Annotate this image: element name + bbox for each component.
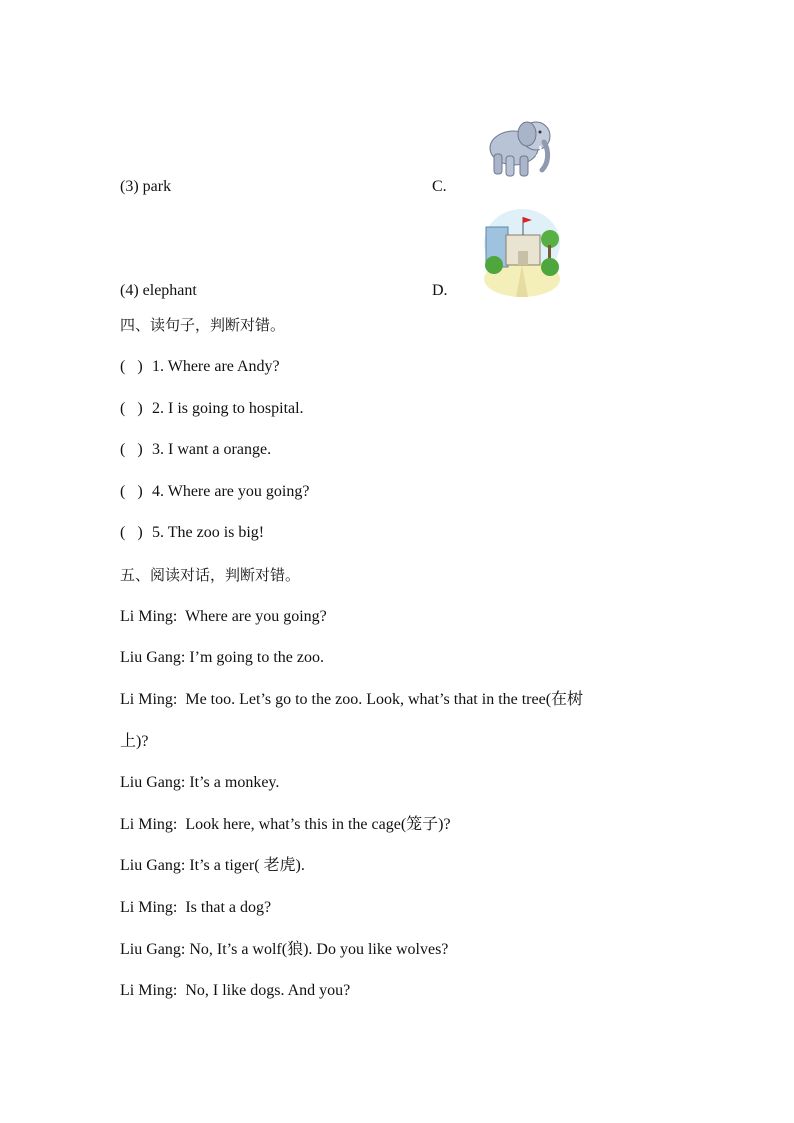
speaker-name: Li Ming: bbox=[120, 899, 178, 916]
judge-item-text: 3. I want a orange. bbox=[152, 441, 272, 458]
section5-heading: 五、阅读对话，判断对错。 bbox=[120, 566, 301, 584]
dialog-text: Look here, what’s this in the cage(笼子)? bbox=[185, 816, 451, 833]
dialog-text: I’m going to the zoo. bbox=[189, 649, 324, 666]
dialog-text: No, I like dogs. And you? bbox=[185, 982, 351, 999]
judge-item-text: 1. Where are Andy? bbox=[152, 358, 280, 375]
dialog-text: Me too. Let’s go to the zoo. Look, what’s that in the tree(在树 bbox=[185, 691, 584, 708]
dialog-line bbox=[120, 939, 448, 961]
speaker-name: Liu Gang: bbox=[120, 774, 186, 791]
speaker-name: Li Ming: bbox=[120, 816, 178, 833]
park-picture bbox=[480, 203, 564, 297]
dialog-line bbox=[120, 897, 271, 919]
dialog-line bbox=[120, 606, 327, 628]
dialog-line bbox=[120, 980, 350, 1002]
judge-item-text: 4. Where are you going? bbox=[152, 483, 310, 500]
match-item-park: (3) park bbox=[120, 178, 172, 195]
answer-blank[interactable]: ( ) bbox=[120, 441, 143, 458]
section4-heading: 四、读句子，判断对错。 bbox=[120, 316, 286, 334]
speaker-name: Liu Gang: bbox=[120, 649, 186, 666]
speaker-name: Li Ming: bbox=[120, 608, 178, 625]
dialog-text: It’s a monkey. bbox=[189, 774, 280, 791]
judge-item-5 bbox=[120, 522, 264, 544]
answer-blank[interactable]: ( ) bbox=[120, 400, 143, 417]
dialog-line bbox=[120, 772, 279, 794]
answer-blank[interactable]: ( ) bbox=[120, 483, 143, 500]
dialog-text: Where are you going? bbox=[185, 608, 327, 625]
dialog-line bbox=[120, 814, 451, 836]
answer-blank[interactable]: ( ) bbox=[120, 524, 143, 541]
judge-item-4 bbox=[120, 481, 309, 503]
elephant-picture bbox=[484, 112, 556, 180]
answer-blank[interactable]: ( ) bbox=[120, 358, 143, 375]
dialog-text: Is that a dog? bbox=[185, 899, 272, 916]
dialog-text: It’s a tiger( 老虎). bbox=[189, 857, 305, 874]
speaker-name: Li Ming: bbox=[120, 982, 178, 999]
speaker-name: Li Ming: bbox=[120, 691, 178, 708]
judge-item-3 bbox=[120, 439, 271, 461]
judge-item-2 bbox=[120, 398, 304, 420]
speaker-name: Liu Gang: bbox=[120, 857, 186, 874]
dialog-line bbox=[120, 689, 583, 711]
dialog-line bbox=[120, 855, 305, 877]
choice-letter-c: C. bbox=[432, 178, 447, 195]
judge-item-1 bbox=[120, 356, 280, 378]
judge-item-text: 5. The zoo is big! bbox=[152, 524, 265, 541]
judge-item-text: 2. I is going to hospital. bbox=[152, 400, 304, 417]
speaker-name: Liu Gang: bbox=[120, 941, 186, 958]
dialog-line bbox=[120, 647, 324, 669]
dialog-text: 上)? bbox=[120, 733, 149, 750]
dialog-line-continued bbox=[120, 731, 148, 753]
choice-letter-d: D. bbox=[432, 282, 448, 299]
match-item-elephant: (4) elephant bbox=[120, 282, 197, 299]
dialog-text: No, It’s a wolf(狼). Do you like wolves? bbox=[189, 941, 449, 958]
